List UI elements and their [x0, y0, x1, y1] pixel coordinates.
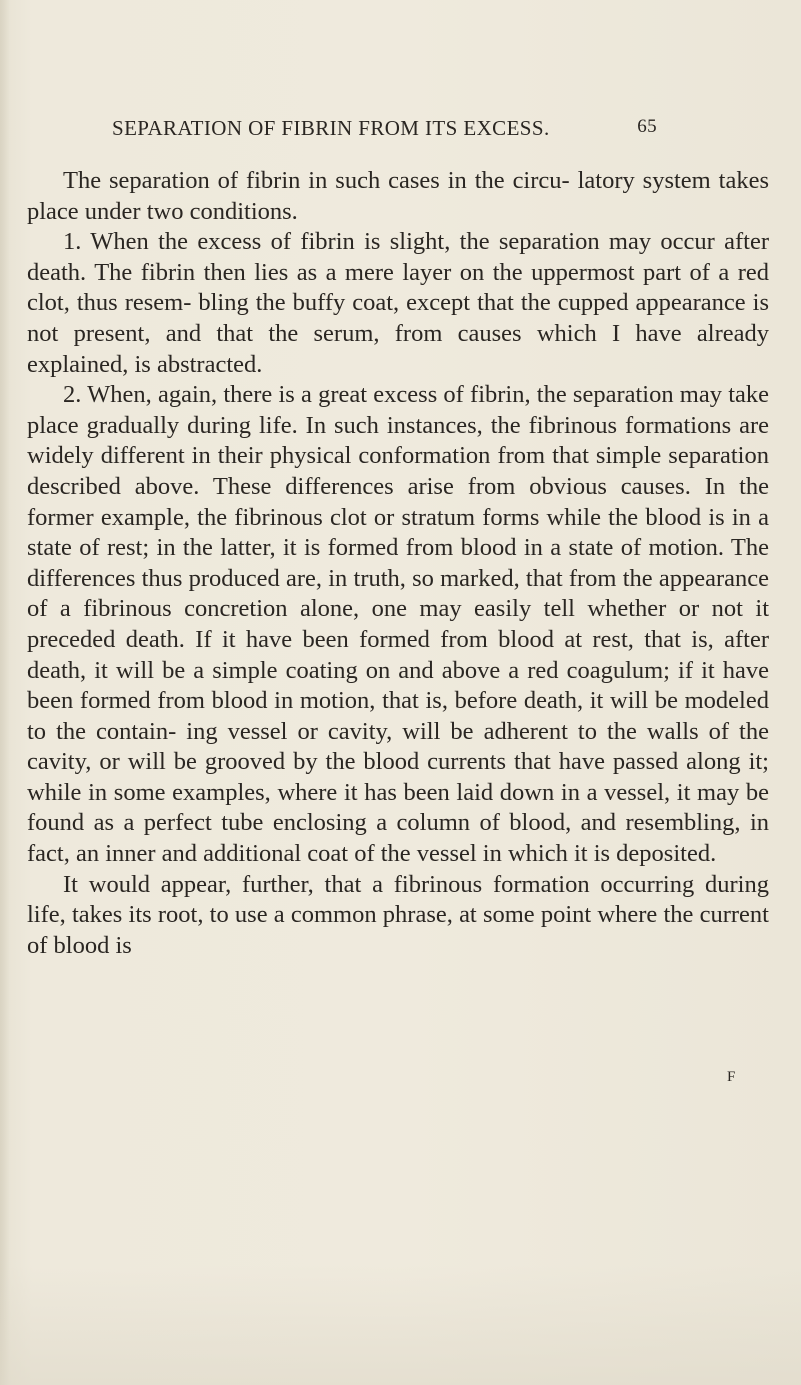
page-bottom-shading	[0, 1265, 801, 1385]
running-title: SEPARATION OF FIBRIN FROM ITS EXCESS.	[112, 116, 550, 140]
page-number: 65	[637, 116, 657, 137]
page-gutter-shadow	[0, 0, 10, 1385]
body-text	[27, 166, 769, 961]
signature-mark: F	[727, 1069, 737, 1085]
paragraph-intro: The separation of fibrin in such cases in the circu- latory system takes place under two conditions.	[27, 167, 769, 225]
running-head	[112, 116, 657, 140]
paragraph-continuation: It would appear, further, that a fibrinous formation occurring during life, takes its root, to use a common phrase, at some point where the current of blood is	[27, 870, 769, 959]
paragraph-condition-1: 1. When the excess of fibrin is slight, the separation may occur after death. The fibrin then lies as a mere layer on the uppermost part of a red clot, thus resem- bling the buffy coat, except that the cupped appearance is not present, and that the serum, from causes which I have already explained, is abstracted.	[27, 228, 769, 378]
paragraph-condition-2: 2. When, again, there is a great excess of fibrin, the separation may take place gradually during life. In such instances, the fibrinous formations are widely different in their physical conformation from that simple separation described above. These differences arise from obvious causes. In the former example, the fibrinous clot or stratum forms while the blood is in a state of rest; in the latter, it is formed from blood in a state of motion. The differences thus produced are, in truth, so marked, that from the appearance of a fibrinous concretion alone, one may easily tell whether or not it preceded death. If it have been formed from blood at rest, that is, after death, it will be a simple coating on and above a red coagulum; if it have been formed from blood in motion, that is, before death, it will be modeled to the contain- ing vessel or cavity, will be adherent to the walls of the cavity, or will be grooved by the blood currents that have passed along it; while in some examples, where it has been laid down in a vessel, it may be found as a perfect tube enclosing a column of blood, and resembling, in fact, an inner and additional coat of the vessel in which it is deposited.	[27, 381, 769, 868]
